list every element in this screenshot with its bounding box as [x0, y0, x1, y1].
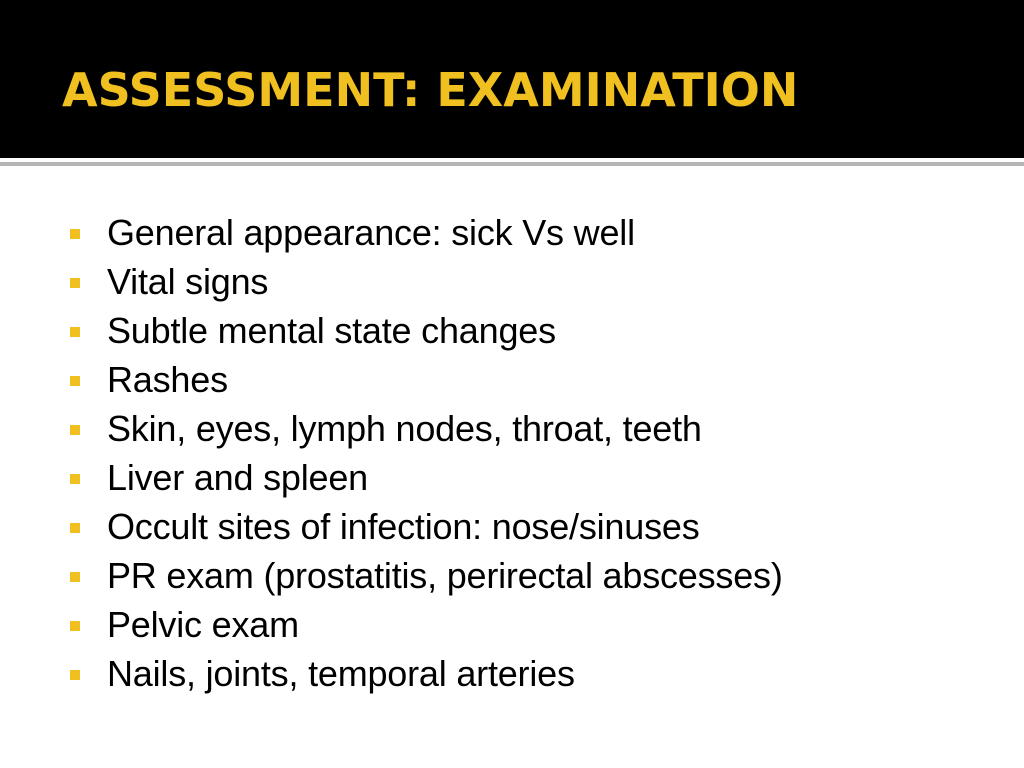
square-bullet-icon — [70, 523, 80, 533]
bullet-text: Subtle mental state changes — [107, 309, 556, 351]
list-item — [70, 453, 783, 502]
bullet-text: Nails, joints, temporal arteries — [107, 652, 575, 694]
list-item — [70, 355, 783, 404]
list-item — [70, 600, 783, 649]
list-item — [70, 306, 783, 355]
square-bullet-icon — [70, 278, 80, 288]
bullet-text: Occult sites of infection: nose/sinuses — [107, 505, 700, 547]
bullet-text: Vital signs — [107, 260, 269, 302]
square-bullet-icon — [70, 621, 80, 631]
square-bullet-icon — [70, 376, 80, 386]
bullet-text: Pelvic exam — [107, 603, 299, 645]
title-band — [0, 0, 1024, 158]
slide-title: ASSESSMENT: EXAMINATION — [62, 63, 799, 117]
title-divider-shadow — [0, 162, 1024, 166]
square-bullet-icon — [70, 229, 80, 239]
list-item — [70, 208, 783, 257]
list-item — [70, 502, 783, 551]
bullet-text: Skin, eyes, lymph nodes, throat, teeth — [107, 407, 702, 449]
bullet-text: PR exam (prostatitis, perirectal abscesses) — [107, 554, 783, 596]
bullet-text: Liver and spleen — [107, 456, 368, 498]
square-bullet-icon — [70, 474, 80, 484]
bullet-text: General appearance: sick Vs well — [107, 211, 635, 253]
square-bullet-icon — [70, 327, 80, 337]
bullet-text: Rashes — [107, 358, 228, 400]
square-bullet-icon — [70, 670, 80, 680]
square-bullet-icon — [70, 425, 80, 435]
list-item — [70, 404, 783, 453]
list-item — [70, 257, 783, 306]
list-item — [70, 551, 783, 600]
square-bullet-icon — [70, 572, 80, 582]
bullet-list — [70, 208, 783, 698]
list-item — [70, 649, 783, 698]
